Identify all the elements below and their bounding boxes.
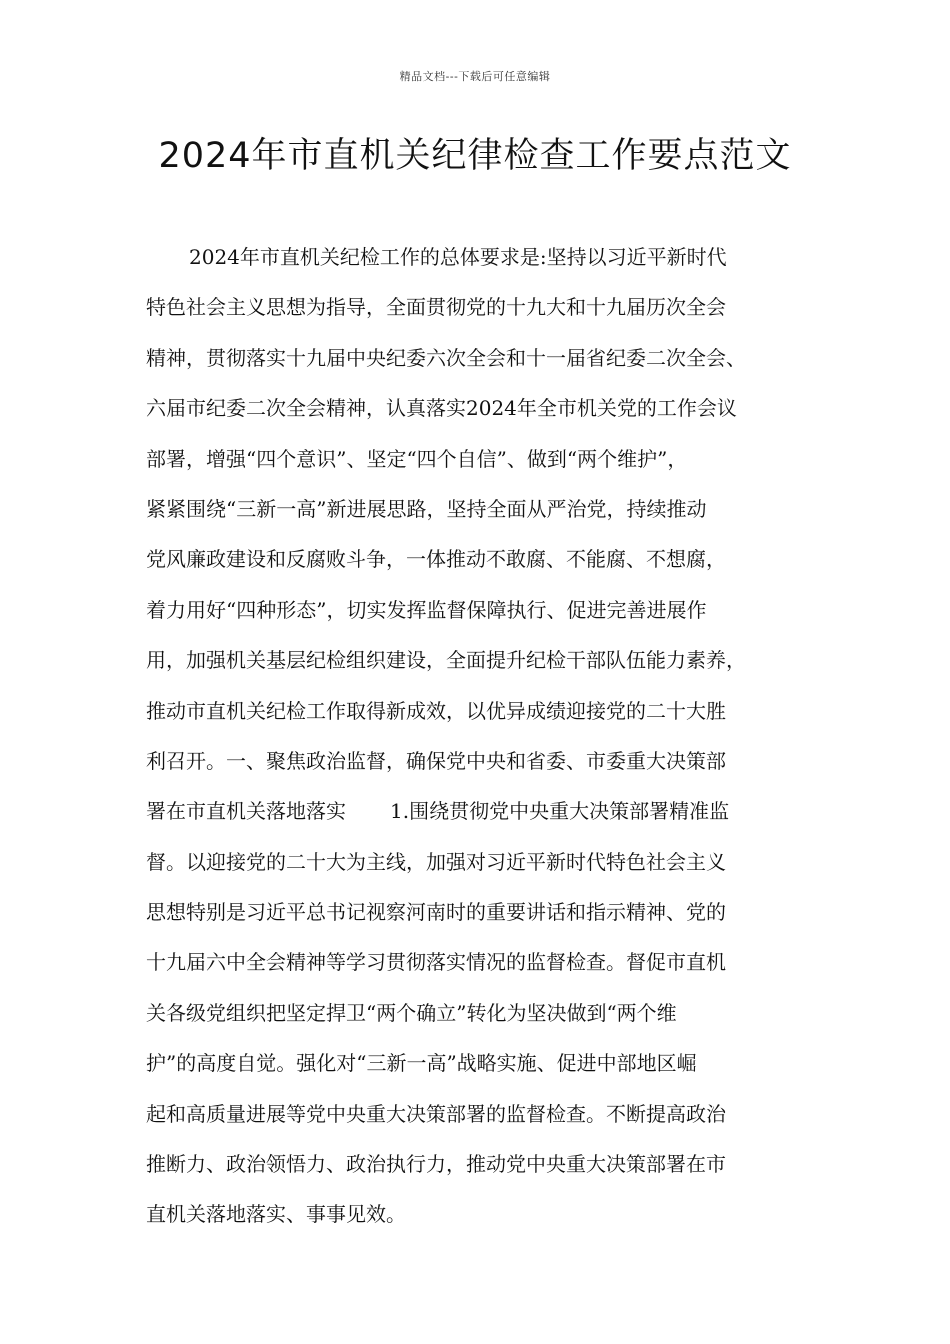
body-line: 紧紧围绕“三新一高”新进展思路，坚持全面从严治党，持续推动	[146, 496, 707, 521]
body-line: 利召开。一、聚焦政治监督，确保党中央和省委、市委重大决策部	[146, 748, 726, 773]
body-line: 六届市纪委二次全会精神，认真落实2024年全市机关党的工作会议	[146, 396, 737, 421]
body-line: 2024年市直机关纪检工作的总体要求是:坚持以习近平新时代	[189, 245, 727, 269]
body-line: 十九届六中全会精神等学习贯彻落实情况的监督检查。督促市直机	[146, 950, 726, 975]
body-line-section-heading	[146, 786, 806, 836]
header-note: 精品文档---下载后可任意编辑	[399, 70, 551, 83]
subsection-heading-text: 1.围绕贯彻党中央重大决策部署精准监	[390, 799, 730, 824]
body-line: 护”的高度自觉。强化对“三新一高”战略实施、促进中部地区崛	[146, 1051, 697, 1076]
body-line: 特色社会主义思想为指导，全面贯彻党的十九大和十九届历次全会	[146, 295, 726, 320]
body-line: 着力用好“四种形态”，切实发挥监督保障执行、促进完善进展作	[146, 597, 707, 622]
body-line: 起和高质量进展等党中央重大决策部署的监督检查。不断提高政治	[146, 1101, 726, 1126]
body-line: 直机关落地落实、事事见效。	[146, 1202, 406, 1227]
body-line: 推断力、政治领悟力、政治执行力，推动党中央重大决策部署在市	[146, 1152, 726, 1177]
body-paragraph	[146, 232, 806, 1240]
section-heading-text: 署在市直机关落地落实	[146, 799, 346, 824]
body-line: 关各级党组织把坚定捍卫“两个确立”转化为坚决做到“两个维	[146, 1000, 677, 1025]
body-line: 精神，贯彻落实十九届中央纪委六次全会和十一届省纪委二次全会、	[146, 345, 746, 370]
document-title: 2024年市直机关纪律检查工作要点范文	[158, 136, 792, 176]
body-line: 部署，增强“四个意识”、坚定“四个自信”、做到“两个维护”，	[146, 446, 688, 471]
body-line: 督。以迎接党的二十大为主线，加强对习近平新时代特色社会主义	[146, 849, 726, 874]
body-line: 推动市直机关纪检工作取得新成效，以优异成绩迎接党的二十大胜	[146, 698, 726, 723]
body-line: 思想特别是习近平总书记视察河南时的重要讲话和指示精神、党的	[146, 900, 726, 925]
body-line: 用，加强机关基层纪检组织建设，全面提升纪检干部队伍能力素养，	[146, 648, 746, 673]
body-line: 党风廉政建设和反腐败斗争，一体推动不敢腐、不能腐、不想腐，	[146, 547, 726, 572]
